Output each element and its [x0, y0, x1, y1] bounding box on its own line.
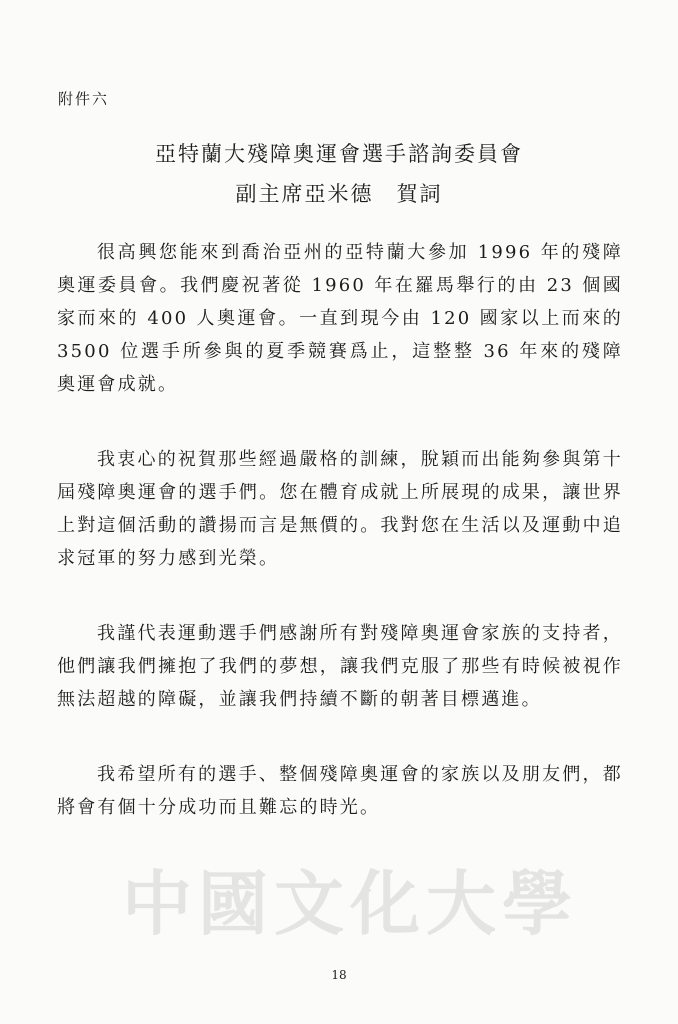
- paragraph-3: 我謹代表運動選手們感謝所有對殘障奧運會家族的支持者，他們讓我們擁抱了我們的夢想，讓我們克服了那些有時候被視作無法超越的障礙，並讓我們持續不斷的朝著目標邁進。: [57, 623, 623, 710]
- page-number: 18: [331, 968, 347, 982]
- document-subtitle: 副主席亞米德 賀詞: [235, 182, 443, 206]
- letter-body: [57, 236, 623, 866]
- university-watermark: 中國文化大學: [122, 863, 578, 945]
- document-title: 亞特蘭大殘障奧運會選手諮詢委員會: [155, 142, 523, 166]
- paragraph-2: 我衷心的祝賀那些經過嚴格的訓練，脫穎而出能夠參與第十屆殘障奧運會的選手們。您在體育成就上所展現的成果，讓世界上對這個活動的讚揚而言是無價的。我對您在生活以及運動中追求冠軍的努力感到光榮。: [57, 449, 623, 569]
- paragraph-1: 很高興您能來到喬治亞州的亞特蘭大參加 1996 年的殘障奧運委員會。我們慶祝著從 1960 年在羅馬舉行的由 23 個國家而來的 400 人奧運會。一直到現今由 120 國家以上而來的 3500 位選手所參與的夏季競賽爲止，這整整 36 年來的殘障奧運會成就。: [57, 242, 623, 395]
- annex-label: 附件六: [58, 90, 110, 108]
- paragraph-4: 我希望所有的選手、整個殘障奧運會的家族以及朋友們，都將會有個十分成功而且難忘的時光。: [57, 764, 623, 818]
